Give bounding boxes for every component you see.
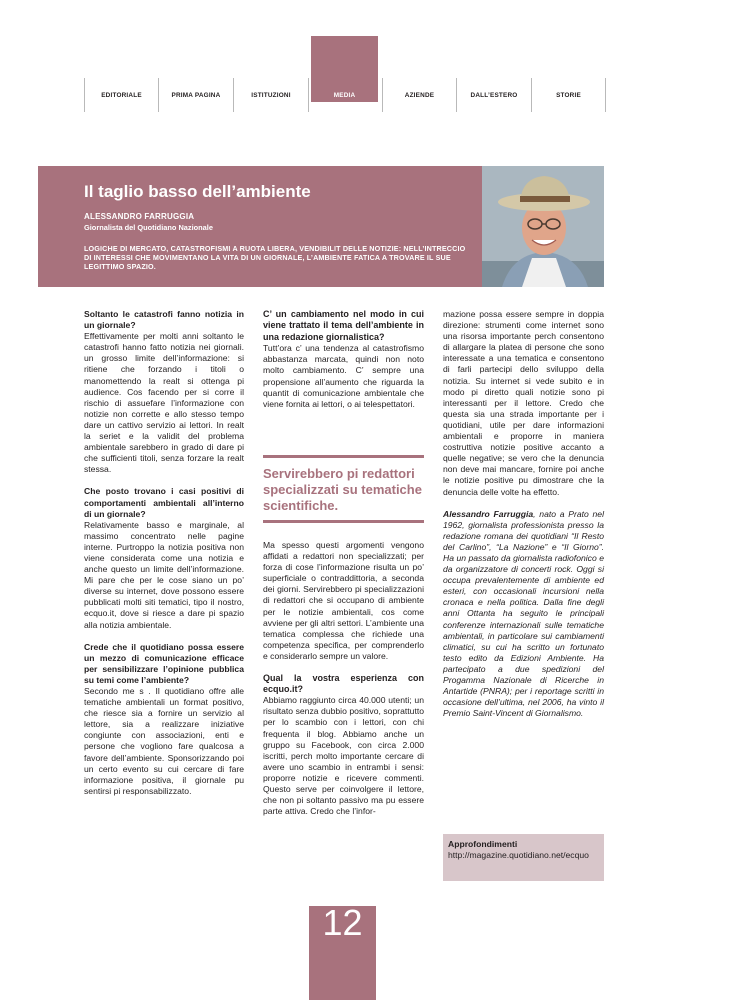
page-number: 12 bbox=[322, 902, 363, 943]
nav-item-media-label: MEDIA bbox=[333, 92, 356, 99]
further-reading-box bbox=[443, 834, 604, 881]
article-title: Il taglio basso dell’ambiente bbox=[84, 182, 311, 201]
nav-item-aziende[interactable]: AZIENDE bbox=[382, 78, 456, 112]
column-1 bbox=[84, 309, 244, 808]
column-2 bbox=[263, 309, 424, 421]
nav-item-storie[interactable]: STORIE bbox=[531, 78, 605, 112]
pull-quote bbox=[263, 455, 424, 523]
bio-name: Alessandro Farruggia bbox=[443, 508, 534, 519]
question-4: C’ un cambiamento nel modo in cui viene trattato il tema dell’ambiente in una redazione giornalistica? bbox=[263, 309, 424, 342]
answer-6: Abbiamo raggiunto circa 40.000 utenti; un risultato senza dubbio positivo, soprattutto per lo scambio con i lettori, con chi frequenta il blog. Abbiamo anche un gruppo su Facebook, con circa 2.000 iscritti, perch molto importante cercare di avere uno scambio in entrambi i sensi: proporre notizie e ricevere commenti. Questo serve per coinvolgere il lettore, che non pi soltanto passivo ma pu essere parte attiva. Credo che l’infor- bbox=[263, 695, 424, 817]
article-lead: LOGICHE DI MERCATO, CATASTROFISMI A RUOTA LIBERA, VENDIBILIT DELLE NOTIZIE: NELL’INTRECCIO DI INTERESSI CHE MOVIMENTANO LA VITA DI UN GIORNALE, L’AMBIENTE FATICA A TROVARE IL SUE LEGITTIMO SPAZIO. bbox=[84, 244, 466, 272]
answer-5: Ma spesso questi argomenti vengono affidati a redattori non specializzati; per forza di cose l’informazione risulta un po’ superficiale o contraddittoria, a seconda dei giorni. Servirebbero pi specializzazioni di redattori che si occupano di ambiente per le notizie ambientali, cos come avviene per gli altri settori. L’ambiente una tematica complessa che richiede una competenza specifica, per comprenderlo e considerarlo sempre un valore. bbox=[263, 540, 424, 661]
bio-text: , nato a Prato nel 1962, giornalista professionista presso la redazione romana dei quotidiani “Il Resto del Carlino”, “La Nazione” e “Il Giorno”. Ha un passato da giornalista radiofonico e da organizzatore di concerti rock. Oggi si occupa prevalentemente di ambiente ed esteri, con occasionali incursioni nella cronaca e nella politica. Dalla fine degli anni Ottanta ha seguito le principali conferenze internazionali sulle tematiche ambientali, in particolare sui cambiamenti climatici, su cui ha scritto un fortunato testo edito da Edizioni Ambiente. Ha partecipato a due spedizioni del Progamma Nazionale di Ricerche in Antartide (PNRA); per i reportage scritti in occasione dell’ultima, nel 2006, ha vinto il Premio Saint-Vincent di Giornalismo. bbox=[443, 508, 604, 719]
answer-1: Effettivamente per molti anni soltanto le catastrofi hanno fatto notizia nei giornali. un grosso limite dell’informazione: si ritiene che forzando i titoli o manomettendo la realt si ottenga pi audience. Cos facendo per si corre il rischio di assuefare l’informazione con notizie non corrette e allo stesso tempo dare un cattivo servizio ai lettori. In realt la seriet e la validit del problema ambientale sarebbero in grado di dare pi che sufficienti titoli, senza forzare la realt stessa. bbox=[84, 331, 244, 475]
answer-3: Secondo me s . Il quotidiano offre alle tematiche ambientali un format positivo, che riesce sia a fornire un servizio al lettore, sia a realizzare iniziative congiunte con associazioni, enti e persone che vogliono fare qualcosa a favore dell’ambiente. Sponsorizzando poi un certo evento su cui cercare di fare informazione positiva, il giornale pu sentirsi pi responsabilizzato. bbox=[84, 686, 244, 796]
nav-divider bbox=[605, 78, 606, 112]
answer-4: Tutt’ora c’ una tendenza al catastrofismo abbastanza marcata, quindi non noto molto cambiamento. C’ sempre una propensione all’aumento che riguarda la quantit di comunicazione ambientale che viene fornita ai lettori, o ai telespettatori. bbox=[263, 343, 424, 409]
nav-item-istituzioni[interactable]: ISTITUZIONI bbox=[233, 78, 308, 112]
author-photo bbox=[482, 166, 604, 287]
nav-item-prima-pagina[interactable]: PRIMA PAGINA bbox=[158, 78, 233, 112]
pull-quote-text: Servirebbero pi redattori specializzati su tematiche scientifiche. bbox=[263, 466, 422, 513]
question-1: Soltanto le catastrofi fanno notizia in un giornale? bbox=[84, 309, 244, 331]
answer-2: Relativamente basso e marginale, al massimo concentrato nelle pagine interne. Purtroppo la notizia positiva non viene considerata come una notizia e anche questo un limite dell’informazione. Mi pare che per le cose siano un po’ diverse su internet, dove possono essere pubblicati molti siti tematici, tipo il nostro, ecquo.it, dove si riesce a dare pi spazio alla notizia ambientale. bbox=[84, 519, 244, 630]
author-bio bbox=[443, 509, 604, 720]
nav-item-editoriale[interactable]: EDITORIALE bbox=[84, 78, 158, 112]
further-reading-link[interactable]: http://magazine.quotidiano.net/ecquo bbox=[448, 850, 589, 860]
column-3 bbox=[443, 309, 604, 730]
author-role: Giornalista del Quotidiano Nazionale bbox=[84, 223, 213, 232]
column-2-continued bbox=[263, 540, 424, 828]
further-reading-title: Approfondimenti bbox=[448, 839, 518, 849]
answer-6-continued: mazione possa essere sempre in doppia direzione: strumenti come internet sono una risorsa importante perch consentono di allargare la platea di persone che sono interessate a una tematica e consentono di farli partecipi dello sviluppo della notizia. Su internet si vede subito e in modo pi diretto quali notizie sono pi interessanti per il lettore. Credo che questa sia una strada importante per i quotidiani, utile per dare informazioni ambientali e proporre in maniera costruttiva notizie positive accanto a quelle negative; se vero che la denuncia non deve mai mancare, fornire poi anche le notizie positive pu dimostrare che la denuncia delle volte ha effetto. bbox=[443, 309, 604, 497]
pull-quote-rule-bottom bbox=[263, 520, 424, 523]
author-portrait-image bbox=[482, 166, 604, 287]
question-2: Che posto trovano i casi positivi di comportamenti ambientali all’interno di un giornale? bbox=[84, 486, 244, 519]
question-5: Qual la vostra esperienza con ecquo.it? bbox=[263, 673, 424, 695]
nav-item-dall-estero[interactable]: DALL’ESTERO bbox=[456, 78, 531, 112]
question-3: Crede che il quotidiano possa essere un mezzo di comunicazione efficace per sensibilizzare l’opinione pubblica su temi come l’ambiente? bbox=[84, 641, 244, 685]
author-name: ALESSANDRO FARRUGGIA bbox=[84, 212, 195, 221]
